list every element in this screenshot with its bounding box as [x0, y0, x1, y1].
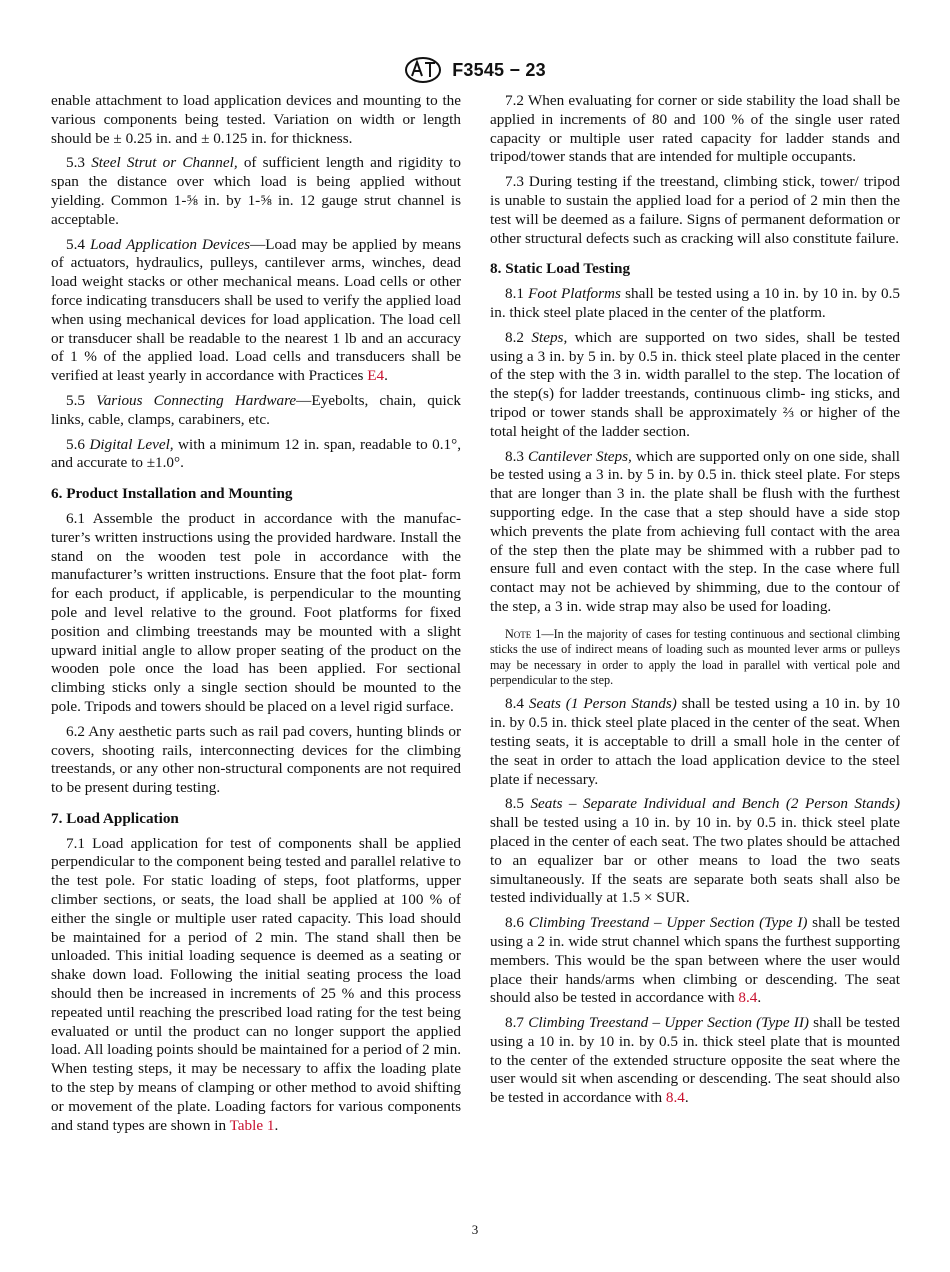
paragraph-8-5: 8.5 Seats – Separate Individual and Bench (2 Person Stands) shall be tested using a 10 in. by 10 in. by 0.5 in. thick steel plate placed in the center of each seat. The two plates should be attached to an equalizer bar or other means to load the two seats simultaneously. If the seats are separate both seats shall also be tested individually at 1.5 × SUR. — [490, 795, 900, 907]
page-header — [0, 56, 950, 84]
section-7-heading: 7. Load Application — [51, 809, 179, 827]
paragraph-8-6: 8.6 Climbing Treestand – Upper Section (Type I) shall be tested using a 2 in. wide strut channel which spans the furthest supporting members. This would be the span between where the user would place their hands/arms when climbing or descending. The seat should also be tested in accordance with 8.4. — [490, 914, 900, 1007]
practice-e4-link[interactable]: E4 — [367, 367, 385, 385]
section-8-heading: 8. Static Load Testing — [490, 260, 631, 278]
section-6-heading: 6. Product Installation and Mounting — [51, 485, 293, 503]
paragraph-7-3: 7.3 During testing if the treestand, climbing stick, tower/ tripod is unable to sustain the applied load for a period of 2 min then the test will be deemed as a failure. Signs of permanent deformation or other structural defects such as cracking will also constitute failure. — [490, 173, 900, 247]
paragraph-cont: enable attachment to load application devices and mounting to the various components being tested. Variation on width or length should be ± 0.25 in. and ± 0.125 in. for thickness. — [51, 92, 461, 147]
paragraph-8-7: 8.7 Climbing Treestand – Upper Section (Type II) shall be tested using a 10 in. by 10 in. by 0.5 in. thick steel plate that is mounted to the center of the extended structure opposite the seat where the user would sit when ascending or descending. The seat should also be tested in accordance with 8.4. — [490, 1014, 900, 1107]
paragraph-7-1: 7.1 Load application for test of components shall be applied perpendicular to the component being tested and parallel relative to the test pole. For static loading of steps, foot platforms, upper climber sections, or seats, the load shall be applied at 100 % of either the single or multiple user rated capacity. This load should be maintained for a period of 2 min. The stand shall then be unloaded. This initial loading sequence is deemed as a seating or shake down load. Following the initial seating process the load should then be increased in increments of 25 % and this process repeated until reaching the prescribed load rating for the test being evaluated or until the product can no longer support the applied load. All loading points should be maintained for a period of 2 min. When testing steps, it may be necessary to affix the loading plate to the step by means of clamping or other method to avoid shifting or movement of the plate. Loading factors for various components and stand types are shown in Table 1. — [51, 834, 461, 1134]
paragraph-6-1: 6.1 Assemble the product in accordance with the manufac- turer’s written instructions using the provided hardware. Install the stand on the wooden test pole in accordance with the manufacturer’s written instructions. Ensure that the foot plat- form for each product, if applicable, is perpendicular to the mounting pole and level relative to the ground. Foot platforms for fixed position and climbing treestands may be mounted with a slight upward initial angle to allow proper seating of the product on the wooden pole once the load has been applied. For sectional climbing sticks only a single section should be mounted to the pole. Tripods and towers should be placed on a level rigid surface. — [51, 509, 461, 715]
paragraph-8-1: 8.1 Foot Platforms shall be tested using a 10 in. by 10 in. by 0.5 in. thick steel plate placed in the center of the platform. — [490, 285, 900, 321]
paragraph-5-6: 5.6 Digital Level, with a minimum 12 in. span, readable to 0.1°, and accurate to ±1.0°. — [51, 435, 461, 472]
paragraph-5-4: 5.4 Load Application Devices—Load may be applied by means of actuators, hydraulics, pulleys, cantilever arms, winches, dead load weight stacks or other mechanical means. Load cells or other force indicating transducers shall be used to verify the applied load when using mechanical devices for load application. The load cell or transducer shall be readable to the nearest 1 lb and an accuracy of 1 % of the applied load. Load cells and transducers shall be verified at least yearly in accordance with Practices E4. — [51, 235, 462, 385]
table-1-link[interactable]: Table 1 — [229, 1116, 275, 1134]
page-number: 3 — [471, 1222, 479, 1237]
paragraph-5-5: 5.5 Various Connecting Hardware—Eyebolts, chain, quick links, cable, clamps, carabiners, etc. — [51, 391, 461, 428]
astm-logo-icon — [404, 56, 442, 84]
paragraph-8-3: 8.3 Cantilever Steps, which are supported only on one side, shall be tested using a 3 in. by 5 in. by 0.5 in. thick steel plate. For steps that are longer than 3 in. the plate shall be flush with the furthest supporting edge. In the case that a step should have a side stop which prevents the plate from achieving full contact with the area of the step then the plate may be shimmed with a rubber pad to ensure full and even contact with the step. In the case where full contact may not be achieved by shimming, due to the contour of the step, a 3 in. wide strap may also be used for loading. — [490, 447, 901, 615]
section-8-4-link[interactable]: 8.4 — [665, 1089, 685, 1107]
document-number: F3545 − 23 — [452, 59, 546, 80]
paragraph-6-2: 6.2 Any aesthetic parts such as rail pad covers, hunting blinds or covers, shooting rails, interconnecting devices for the climbing treestands, or any other non-structural components are not required to be present during testing. — [51, 722, 461, 797]
paragraph-5-3: 5.3 Steel Strut or Channel, of sufficient length and rigidity to span the distance over which load is being applied without yielding. Common 1-⅝ in. by 1-⅝ in. 12 gauge strut channel is acceptable. — [51, 154, 461, 228]
paragraph-7-2: 7.2 When evaluating for corner or side stability the load shall be applied in increments of 80 and 100 % of the single user rated capacity or multiple user rated capacity for ladder stands and tripod/tower stands that are intended for multiple occupants. — [490, 92, 900, 166]
right-column — [490, 92, 900, 1114]
paragraph-8-4: 8.4 Seats (1 Person Stands) shall be tested using a 10 in. by 10 in. by 0.5 in. thick steel plate placed in the center of the seat. When testing seats, it is acceptable to drill a small hole in the center of the seat in order to attach the load application device to the steel plate if necessary. — [490, 695, 900, 788]
note-1: Note 1—In the majority of cases for testing continuous and sectional climbing sticks the use of indirect means of loading such as mounted lever arms or pulleys may be necessary in order to apply the load in parallel with vertical pole and perpendicular to the step. — [490, 626, 901, 687]
section-8-4-link[interactable]: 8.4 — [738, 989, 758, 1007]
paragraph-8-2: 8.2 Steps, which are supported on two sides, shall be tested using a 3 in. by 5 in. by 0.5 in. thick steel plate placed in the center of the step with the 3 in. width parallel to the step. The location of the step(s) for ladder treestands, continuous climb- ing sticks, and tripod or tower stands shall be approximately ⅔ or higher of the total height of the ladder section. — [490, 328, 901, 440]
left-column — [51, 92, 461, 1141]
